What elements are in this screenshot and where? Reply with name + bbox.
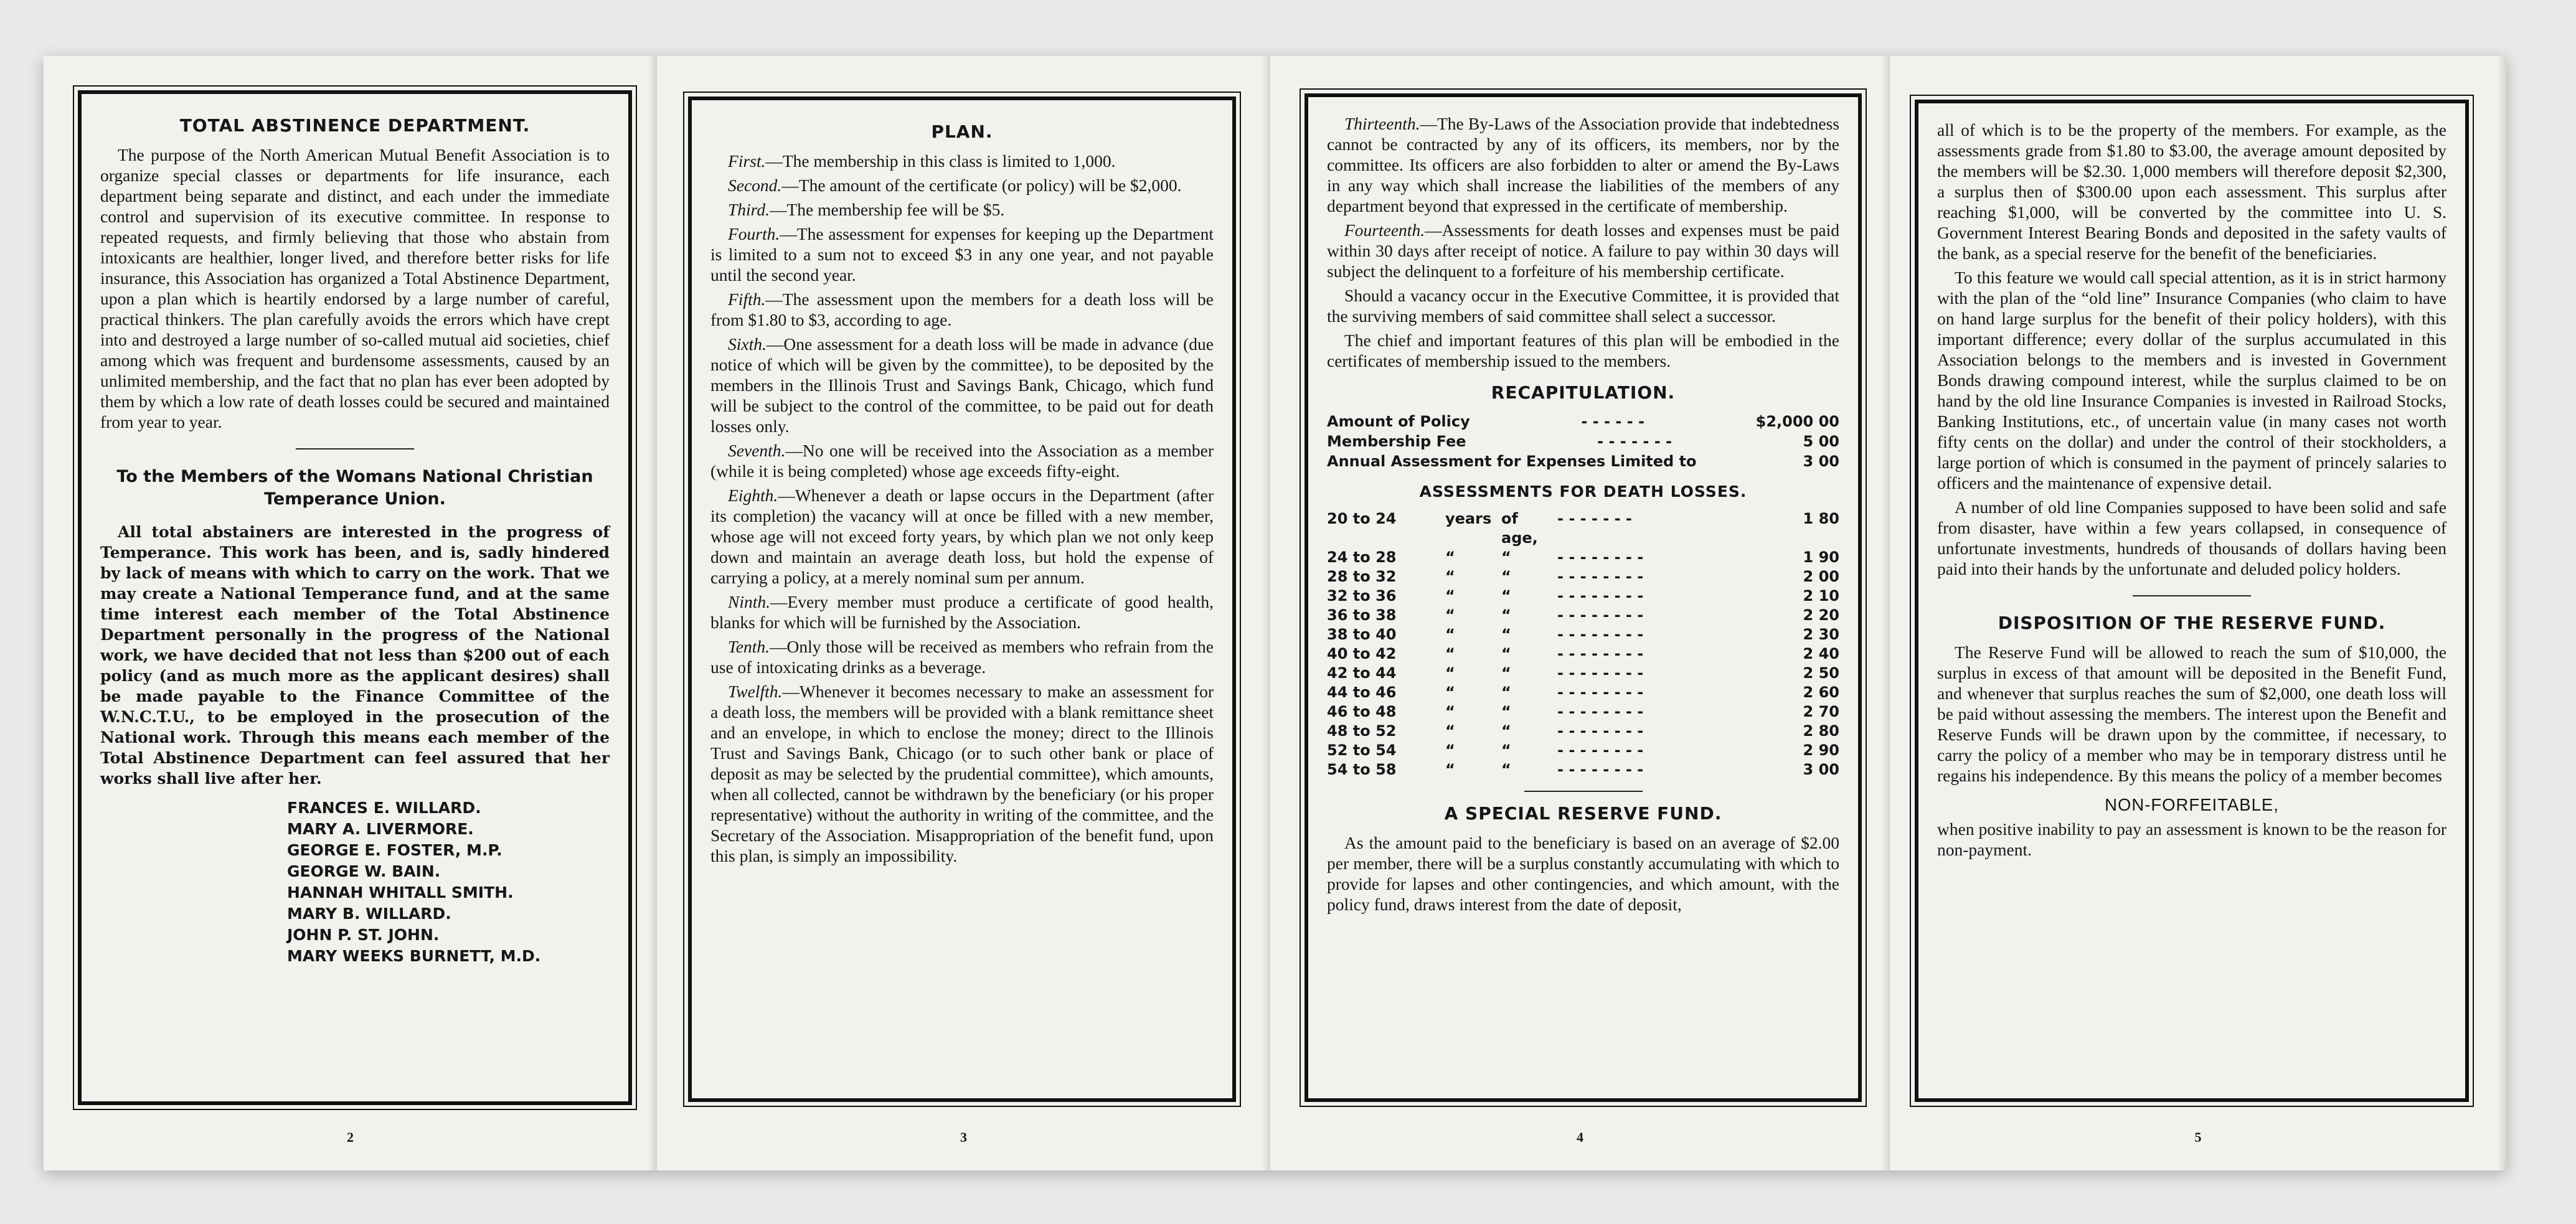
item-text: —One assessment for a death loss will be made in advance (due notice of which will be given by the committee), to be deposited by the members in the Illinois Trust and Savings Bank, Chicago, which fund will be subject to the control of the committee, to be paid out for death losses only. [710, 334, 1214, 436]
rate-ages: 54 to 58 [1327, 761, 1397, 778]
signatory: MARY B. WILLARD. [287, 905, 451, 923]
rate-amount: 2 70 [1803, 703, 1839, 720]
item-lead: Thirteenth. [1344, 114, 1420, 133]
item-text: —Only those will be received as members who refrain from the use of intoxicating drinks as a beverage. [710, 637, 1214, 677]
heading-recapitulation: RECAPITULATION. [1491, 382, 1676, 403]
item-lead: Sixth. [728, 334, 767, 354]
plan-item-third [710, 199, 1214, 220]
item-lead: Third. [728, 200, 770, 219]
item-text: —The membership fee will be $5. [770, 200, 1005, 219]
rate-ditto: “ [1445, 703, 1455, 720]
rate-dashes: - - - - - - - - [1557, 761, 1644, 778]
signatory: FRANCES E. WILLARD. [287, 799, 481, 817]
item-text: —The assessment upon the members for a death loss will be from $1.80 to $3, according to age. [710, 290, 1214, 329]
rate-ages: 52 to 54 [1327, 741, 1397, 759]
rate-dashes: - - - - - - - - [1557, 645, 1644, 662]
recap-table [1327, 412, 1839, 471]
item-text: —The membership in this class is limited to 1,000. [765, 151, 1116, 171]
rate-amount: 3 00 [1803, 761, 1839, 778]
non-forfeitable: NON-FORFEITABLE, [2105, 795, 2279, 814]
rate-row [1327, 702, 1839, 722]
plan-item-thirteenth [1327, 113, 1839, 216]
rate-amount: 2 10 [1803, 587, 1839, 605]
signatory: MARY WEEKS BURNETT, M.D. [287, 947, 541, 965]
heading-wctu: To the Members of the Womans National Christian Temperance Union. [116, 467, 593, 509]
rate-dashes: - - - - - - - - [1557, 548, 1644, 566]
item-text: —Every member must produce a certificate of good health, blanks for which will be furnished by the Association. [710, 592, 1214, 632]
rate-amount: 2 30 [1803, 626, 1839, 643]
rate-ditto: “ [1445, 741, 1455, 759]
rate-ditto: “ [1501, 703, 1511, 720]
item-lead: Twelfth. [728, 682, 783, 701]
page-3 [657, 56, 1270, 1170]
rate-ditto: “ [1445, 664, 1455, 682]
rate-ditto: “ [1501, 548, 1511, 566]
rate-ditto: “ [1445, 568, 1455, 585]
plan-item-first [710, 151, 1214, 171]
page-4-frame [1305, 93, 1862, 1102]
page-5-frame [1915, 100, 2469, 1102]
plan-item-fifth [710, 289, 1214, 330]
recap-row [1327, 451, 1839, 471]
rate-amount: 2 00 [1803, 568, 1839, 585]
rate-ages: 32 to 36 [1327, 587, 1397, 605]
rate-row [1327, 586, 1839, 606]
divider [1524, 791, 1643, 792]
plan-item-ninth [710, 591, 1214, 633]
rate-amount: 2 90 [1803, 741, 1839, 759]
old-line-paragraph: A number of old line Companies supposed to have been solid and safe from disaster, have within a few years collapsed, in consequence of unfortunate investments, hundreds of thousands of dollars having been paid into their hands by the unfortunate and deluded policy holders. [1937, 497, 2446, 578]
recap-dashes: - - - - - - - [1597, 433, 1672, 450]
plan-item-eighth [710, 485, 1214, 588]
signatory: HANNAH WHITALL SMITH. [287, 883, 514, 902]
recap-value: 5 00 [1803, 433, 1839, 450]
item-text: —Assessments for death losses and expenses must be paid within 30 days after receipt of notice. A failure to pay within 30 days will subject the delinquent to a forfeiture of his membership certificate. [1327, 220, 1839, 281]
rate-ages: 48 to 52 [1327, 722, 1397, 740]
heading-total-abstinence: TOTAL ABSTINENCE DEPARTMENT. [179, 115, 531, 136]
rate-dashes: - - - - - - - - [1557, 722, 1644, 740]
item-lead: Fourteenth. [1344, 220, 1425, 240]
signatory: JOHN P. ST. JOHN. [287, 926, 440, 944]
item-lead: Eighth. [728, 486, 778, 505]
rate-row [1327, 625, 1839, 644]
rate-dashes: - - - - - - - - [1557, 684, 1644, 701]
page-number: 3 [960, 1129, 967, 1145]
rate-ages: 40 to 42 [1327, 645, 1397, 662]
page-number: 5 [2194, 1129, 2202, 1145]
divider [2133, 595, 2251, 596]
rate-ditto: “ [1445, 548, 1455, 566]
rate-dashes: - - - - - - - - [1557, 626, 1644, 643]
rate-dashes: - - - - - - - - [1557, 587, 1644, 605]
rates-table [1327, 509, 1839, 779]
continuation-paragraph: all of which is to be the property of the members. For example, as the assessments grade from $1.80 to $3.00, the average amount deposited by the members will be $2.30. 1,000 members will therefore deposit $2,300, a surplus then of $300.00 upon each assessment. This surplus after reaching $1,000, will be converted by the committee into U. S. Government Interest Bearing Bonds and deposited in the safety vaults of the bank, as a special reserve for the benefit of the beneficiaries. [1937, 120, 2446, 263]
rate-row [1327, 606, 1839, 625]
rate-amount: 2 80 [1803, 722, 1839, 740]
plan-item-sixth [710, 334, 1214, 436]
signatory: MARY A. LIVERMORE. [287, 820, 474, 838]
rate-ditto: “ [1501, 684, 1511, 701]
signatory: GEORGE E. FOSTER, M.P. [287, 841, 502, 859]
item-text: —Whenever it becomes necessary to make an assessment for a death loss, the members will be provided with a blank remittance sheet and an envelope, in which to enclose the money; direct to the Illinois Trust and Savings Bank, Chicago (or to such other bank or place of deposit as may be selected by the prudential committee), which amounts, when all collected, cannot be withdrawn by the beneficiary (or his proper representative) without the authority in writing of the committee, and the Secretary of the Association. Misappropriation of the benefit fund, upon this plan, is simply an impossibility. [710, 682, 1214, 865]
rate-amount: 2 20 [1803, 606, 1839, 624]
rate-row [1327, 760, 1839, 779]
signatory: GEORGE W. BAIN. [287, 862, 441, 880]
rate-row [1327, 509, 1839, 548]
rate-ages: 28 to 32 [1327, 568, 1397, 585]
rate-ditto: “ [1445, 606, 1455, 624]
page-number: 4 [1577, 1129, 1583, 1145]
rate-row [1327, 644, 1839, 664]
item-lead: Ninth. [728, 592, 770, 611]
rate-dashes: - - - - - - - - [1557, 568, 1644, 585]
plan-item-fourth [710, 224, 1214, 285]
rate-dashes: - - - - - - - - [1557, 703, 1644, 720]
rate-row [1327, 722, 1839, 741]
plan-item-seventh [710, 440, 1214, 481]
rate-row [1327, 567, 1839, 586]
rate-dashes: - - - - - - - - [1557, 741, 1644, 759]
rate-ages: 24 to 28 [1327, 548, 1397, 566]
rate-ages: 38 to 40 [1327, 626, 1397, 643]
rate-ditto: “ [1445, 626, 1455, 643]
page-3-frame [688, 97, 1236, 1102]
rate-dashes: - - - - - - - [1557, 510, 1632, 527]
divider [296, 448, 414, 450]
rate-ditto: “ [1501, 626, 1511, 643]
reserve-paragraph: As the amount paid to the beneficiary is based on an average of $2.00 per member, there will be a surplus constantly accumulating with which to provide for lapses and other contingencies, and which amount, with the policy fund, draws interest from the date of deposit, [1327, 833, 1839, 914]
heading-plan: PLAN. [931, 121, 993, 142]
item-text: —No one will be received into the Association as a member (while it is being completed) whose age exceeds fifty-eight. [710, 441, 1214, 481]
rate-amount: 1 90 [1803, 548, 1839, 566]
rate-ditto: “ [1501, 568, 1511, 585]
rate-amount: 2 60 [1803, 684, 1839, 701]
item-text: —The By-Laws of the Association provide that indebtedness cannot be contracted by any of its officers, its members, nor by the committee. Its officers are also forbidden to alter or amend the By-Laws in any way which shall increase the liabilities of the members of any department beyond that expressed in the certificate of membership. [1327, 114, 1839, 215]
rate-ditto: “ [1501, 722, 1511, 740]
recap-label: Amount of Policy [1327, 413, 1470, 430]
recap-dashes: - - - - - - [1581, 413, 1644, 430]
features-paragraph: The chief and important features of this plan will be embodied in the certificates of membership issued to the members. [1327, 331, 1839, 370]
heading-reserve-fund: A SPECIAL RESERVE FUND. [1444, 803, 1722, 824]
rate-ages: 44 to 46 [1327, 684, 1397, 701]
item-text: —The amount of the certificate (or policy) will be $2,000. [781, 176, 1182, 195]
rate-amount: 1 80 [1803, 510, 1839, 527]
rate-ditto: “ [1501, 761, 1511, 778]
recap-row [1327, 431, 1839, 451]
item-lead: Fourth. [728, 224, 780, 243]
rate-ditto: “ [1501, 587, 1511, 605]
plan-item-tenth [710, 636, 1214, 677]
rate-ditto: “ [1445, 645, 1455, 662]
wctu-appeal: All total abstainers are interested in the progress of Temperance. This work has been, and is, sadly hindered by lack of means with which to carry on the work. That we may create a National Temperance fund, and at the same time interest each member of the Total Abstinence Department personally in the progress of the National work, we have decided that not less than $200 out of each policy (and as much more as the applicant desires) shall be made payable to the Finance Committee of the W.N.C.T.U., to be employed in the prosecution of the National work. Through this means each member of the Total Abstinence Department can feel assured that her works shall live after her. [100, 523, 610, 788]
rate-row [1327, 741, 1839, 760]
item-lead: Fifth. [728, 290, 766, 309]
rate-ditto: “ [1445, 761, 1455, 778]
item-lead: Tenth. [728, 637, 770, 656]
rate-ditto: “ [1445, 684, 1455, 701]
heading-disposition: DISPOSITION OF THE RESERVE FUND. [1998, 613, 2386, 633]
page-number: 2 [347, 1129, 354, 1145]
rate-ditto: “ [1501, 606, 1511, 624]
rate-ditto: “ [1501, 664, 1511, 682]
brochure-spread [44, 56, 2506, 1170]
disposition-paragraph: The Reserve Fund will be allowed to reach the sum of $10,000, the surplus in excess of that amount will be deposited in the Benefit Fund, and whenever that surplus reaches the sum of $2,000, one death loss will be paid without assessing the members. The interest upon the Benefit and Reserve Funds will be drawn upon by the committee, if necessary, to carry the policy of a member who may be in temporary distress until he regains his independence. By this means the policy of a member becomes [1937, 643, 2446, 785]
rate-amount: 2 40 [1803, 645, 1839, 662]
page-2-frame [78, 90, 632, 1105]
rate-ditto: “ [1501, 741, 1511, 759]
recap-value: 3 00 [1803, 453, 1839, 470]
vacancy-paragraph: Should a vacancy occur in the Executive Committee, it is provided that the surviving members of said committee shall select a successor. [1327, 286, 1839, 326]
item-text: —Whenever a death or lapse occurs in the Department (after its completion) the vacancy will at once be filled with a new member, whose age will not exceed forty years, by which plan we not only keep down and maintain an average death loss, but hold the expense of carrying a policy, at a merely nominal sum per annum. [710, 486, 1214, 587]
rate-ditto: “ [1445, 722, 1455, 740]
page-5 [1890, 56, 2506, 1170]
rate-dashes: - - - - - - - - [1557, 606, 1644, 624]
rate-row [1327, 548, 1839, 567]
rate-ages: 42 to 44 [1327, 664, 1397, 682]
feature-paragraph: To this feature we would call special attention, as it is in strict harmony with the plan of the “old line” Insurance Companies (who claim to have on hand large surplus for the benefit of their policy holders), with this important difference; every dollar of the surplus accumulated in this Association belongs to the members and is invested in Government Bonds drawing compound interest, while the surplus claimed to be on hand by the old line Insurance Companies is invested in Railroad Stocks, Banking Institutions, etc., of uncertain value (in many cases not worth fifty cents on the dollar) and under the control of their stockholders, a large portion of which is consumed in the payment of princely salaries to officers and the maintenance of expensive detail. [1937, 268, 2446, 492]
rate-amount: 2 50 [1803, 664, 1839, 682]
signatories [287, 798, 610, 967]
rate-row [1327, 664, 1839, 683]
closing-paragraph: when positive inability to pay an assessment is known to be the reason for non-payment. [1937, 819, 2446, 859]
rate-row [1327, 683, 1839, 702]
plan-item-twelfth [710, 681, 1214, 866]
rate-ages: 46 to 48 [1327, 703, 1397, 720]
rate-dashes: - - - - - - - - [1557, 664, 1644, 682]
recap-row [1327, 412, 1839, 431]
item-lead: First. [728, 151, 766, 171]
plan-item-fourteenth [1327, 220, 1839, 281]
rate-ditto: “ [1445, 587, 1455, 605]
rate-ditto: years [1445, 510, 1492, 527]
recap-value: $2,000 00 [1755, 413, 1839, 430]
rate-ages: 36 to 38 [1327, 606, 1397, 624]
page-2 [44, 56, 657, 1170]
item-lead: Seventh. [728, 441, 786, 460]
plan-item-second [710, 175, 1214, 195]
item-text: —The assessment for expenses for keeping up the Department is limited to a sum not to exceed $3 in any one year, and not payable until the second year. [710, 224, 1214, 285]
recap-label: Membership Fee [1327, 433, 1466, 450]
rate-ages: 20 to 24 [1327, 510, 1397, 527]
recap-label: Annual Assessment for Expenses Limited to [1327, 453, 1697, 470]
heading-death-losses: ASSESSMENTS FOR DEATH LOSSES. [1419, 483, 1747, 501]
intro-paragraph: The purpose of the North American Mutual Benefit Association is to organize special classes or departments for life insurance, each department being separate and distinct, and each under the immediate control and supervision of its executive committee. In response to repeated requests, and firmly believing that those who abstain from intoxicants are healthier, longer lived, and therefore better risks for life insurance, this Association has organized a Total Abstinence Department, upon a plan which is heartily endorsed by a large number of careful, practical thinkers. The plan carefully avoids the errors which have crept into and destroyed a large number of so-called mutual aid societies, chief among which was frequent and burdensome assessments, caused by an unlimited membership, and the fact that no plan has ever been adopted by them by which a low rate of death losses could be secured and maintained from year to year. [100, 145, 610, 431]
page-4 [1270, 56, 1890, 1170]
item-lead: Second. [728, 176, 782, 195]
rate-ditto: “ [1501, 645, 1511, 662]
rate-ditto: of age, [1501, 510, 1538, 547]
